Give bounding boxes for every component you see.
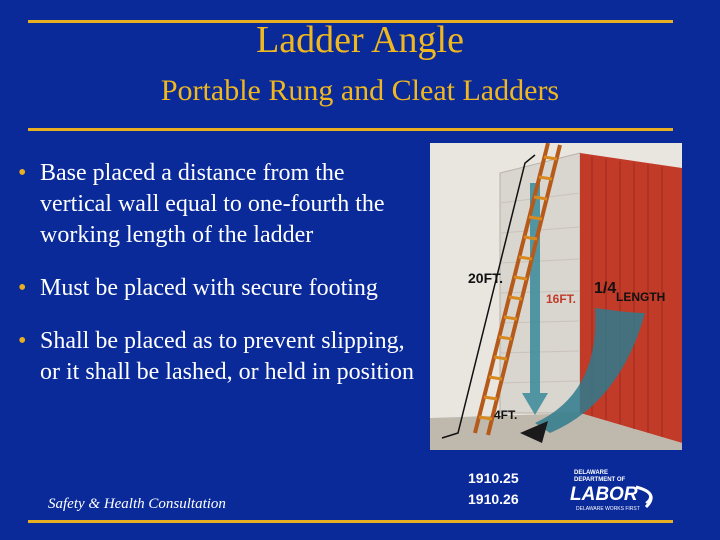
bullet-item: • Must be placed with secure footing	[14, 273, 414, 304]
base-distance-label: 4FT.	[494, 408, 518, 422]
bullet-item: • Shall be placed as to prevent slipping, or it shall be lashed, or held in position	[14, 326, 414, 388]
footer-text: Safety & Health Consultation	[48, 496, 226, 512]
bullet-item: • Base placed a distance from the vertical wall equal to one-fourth the working length of the ladder	[14, 158, 414, 251]
slide-title: Ladder Angle	[256, 19, 464, 61]
standard-code: 1910.25	[468, 470, 519, 486]
bottom-rule	[28, 520, 673, 523]
bullet-list	[14, 158, 414, 410]
standard-code: 1910.26	[468, 491, 519, 507]
ladder-length-label: 20FT.	[468, 270, 504, 286]
delaware-labor-logo	[560, 465, 668, 517]
svg-text:DELAWARE WORKS FIRST: DELAWARE WORKS FIRST	[576, 506, 640, 512]
slide-subtitle: Portable Rung and Cleat Ladders	[160, 74, 560, 107]
quarter-length-label: LENGTH	[616, 290, 666, 304]
ladder-angle-illustration	[430, 143, 682, 450]
quarter-fraction-label: 1/4	[594, 280, 617, 297]
svg-text:LABOR: LABOR	[570, 484, 638, 505]
title-rule	[28, 128, 673, 131]
wall-height-label: 16FT.	[546, 292, 577, 306]
svg-text:DEPARTMENT OF: DEPARTMENT OF	[574, 477, 626, 483]
svg-text:DELAWARE: DELAWARE	[574, 470, 609, 476]
